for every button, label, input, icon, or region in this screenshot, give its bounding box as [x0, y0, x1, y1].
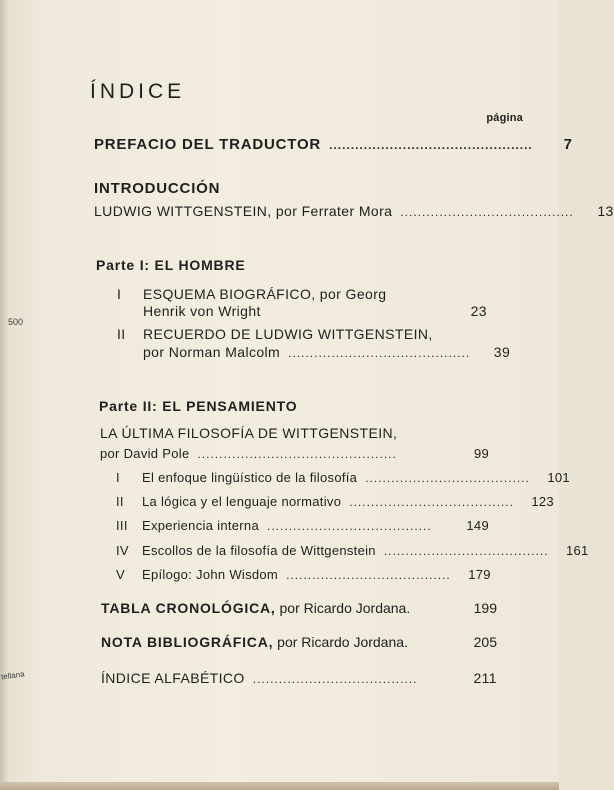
roman-numeral: V: [116, 567, 125, 582]
toc-leader: ......................................: [365, 471, 530, 485]
toc-leader: ......................................: [286, 568, 451, 582]
toc-entry-title-wrapper: [101, 600, 410, 616]
toc-leader: ......................................: [252, 672, 418, 686]
roman-numeral: III: [116, 518, 128, 533]
toc-page-number: 161: [565, 543, 589, 558]
toc-leader: ........................................: [400, 205, 574, 219]
toc-page-number: 39: [493, 344, 511, 360]
roman-numeral: II: [117, 326, 126, 342]
toc-entry-title: Epílogo: John Wisdom: [142, 567, 279, 582]
toc-page-number: 7: [563, 136, 573, 153]
toc-entry-enfoque: [116, 470, 570, 485]
roman-numeral: IV: [116, 543, 129, 558]
roman-numeral: I: [117, 286, 122, 302]
page-number-label: página: [486, 112, 523, 124]
toc-entry-title-normal: por Ricardo Jordana.: [273, 634, 408, 650]
toc-leader: ......................................: [267, 519, 432, 533]
toc-entry-title: RECUERDO DE LUDWIG WITTGENSTEIN,: [143, 326, 433, 342]
toc-entry-indice-alfabetico: [101, 670, 497, 686]
toc-entry-title-bold: NOTA BIBLIOGRÁFICA,: [101, 634, 274, 650]
toc-entry-ultima-line2: [100, 446, 489, 461]
toc-entry-title: Escollos de la filosofía de Wittgenstein: [142, 543, 376, 558]
toc-entry-title: PREFACIO DEL TRADUCTOR: [94, 136, 322, 153]
toc-entry-tabla: [101, 600, 497, 616]
toc-page-number: 99: [473, 446, 489, 461]
toc-entry-title-wrapper: [101, 634, 408, 650]
toc-entry-title-continued: por Norman Malcolm: [143, 344, 281, 360]
toc-page-number: 13: [597, 203, 614, 219]
toc-entry-title: ESQUEMA BIOGRÁFICO, por Georg: [143, 286, 387, 302]
left-margin-number: 500: [8, 317, 24, 327]
toc-page-number: 123: [531, 494, 554, 509]
left-margin-word: tellana: [0, 669, 26, 682]
toc-entry-recuerdo-line1: [117, 326, 433, 342]
toc-entry-recuerdo-line2: [143, 344, 511, 360]
toc-page-number: 199: [473, 600, 497, 616]
toc-entry-esquema-line2: [143, 303, 261, 319]
toc-page-number: 211: [473, 670, 497, 686]
toc-entry-introduccion-item: [94, 203, 614, 219]
toc-entry-title-wrapper: [116, 470, 357, 485]
toc-entry-nota: [101, 634, 497, 650]
toc-entry-title: ÍNDICE ALFABÉTICO: [101, 670, 245, 686]
toc-entry-title: La lógica y el lenguaje normativo: [142, 494, 342, 509]
toc-leader: ......................................: [349, 495, 514, 509]
toc-page-number: 101: [547, 470, 570, 485]
roman-numeral: I: [116, 470, 120, 485]
toc-entry-title-wrapper: [116, 543, 376, 558]
toc-entry-title-continued: por David Pole: [100, 446, 190, 461]
toc-entry-title-normal: por Ricardo Jordana.: [275, 600, 411, 616]
toc-page-number: 205: [473, 634, 497, 650]
toc-entry-title: Experiencia interna: [142, 518, 259, 533]
toc-page-number: 179: [468, 567, 491, 582]
toc-entry-escollos: [116, 543, 589, 558]
toc-entry-title: LUDWIG WITTGENSTEIN, por Ferrater Mora: [94, 203, 393, 219]
section-parte-ii: Parte II: EL PENSAMIENTO: [99, 398, 298, 414]
page-bottom-edge: [0, 782, 559, 790]
toc-entry-title-wrapper: [116, 518, 259, 533]
toc-entry-logica: [116, 494, 554, 509]
toc-leader: ...............................................: [329, 138, 533, 152]
toc-entry-esquema-line1: [117, 286, 386, 302]
toc-entry-title-wrapper: [116, 494, 341, 509]
toc-entry-prefacio: [94, 136, 573, 153]
toc-page-number-esquema: 23: [470, 303, 487, 319]
toc-entry-ultima-line1: LA ÚLTIMA FILOSOFÍA DE WITTGENSTEIN,: [100, 425, 398, 441]
toc-leader: ......................................: [383, 544, 549, 558]
section-introduccion: INTRODUCCIÓN: [94, 180, 221, 197]
toc-entry-title: El enfoque lingüístico de la filosofía: [142, 470, 358, 485]
section-parte-i: Parte I: EL HOMBRE: [96, 257, 246, 273]
toc-entry-title-bold: TABLA CRONOLÓGICA,: [101, 600, 276, 616]
toc-leader: ..........................................: [288, 346, 471, 360]
toc-entry-experiencia: [116, 518, 489, 533]
page-title: ÍNDICE: [90, 80, 186, 103]
toc-entry-epilogo: [116, 567, 489, 582]
toc-page-number: 149: [466, 518, 489, 533]
toc-entry-title-continued: Henrik von Wright: [143, 303, 261, 319]
toc-entry-title-wrapper: [116, 567, 278, 582]
toc-leader: ..............................................: [197, 447, 397, 461]
roman-numeral: II: [116, 494, 124, 509]
